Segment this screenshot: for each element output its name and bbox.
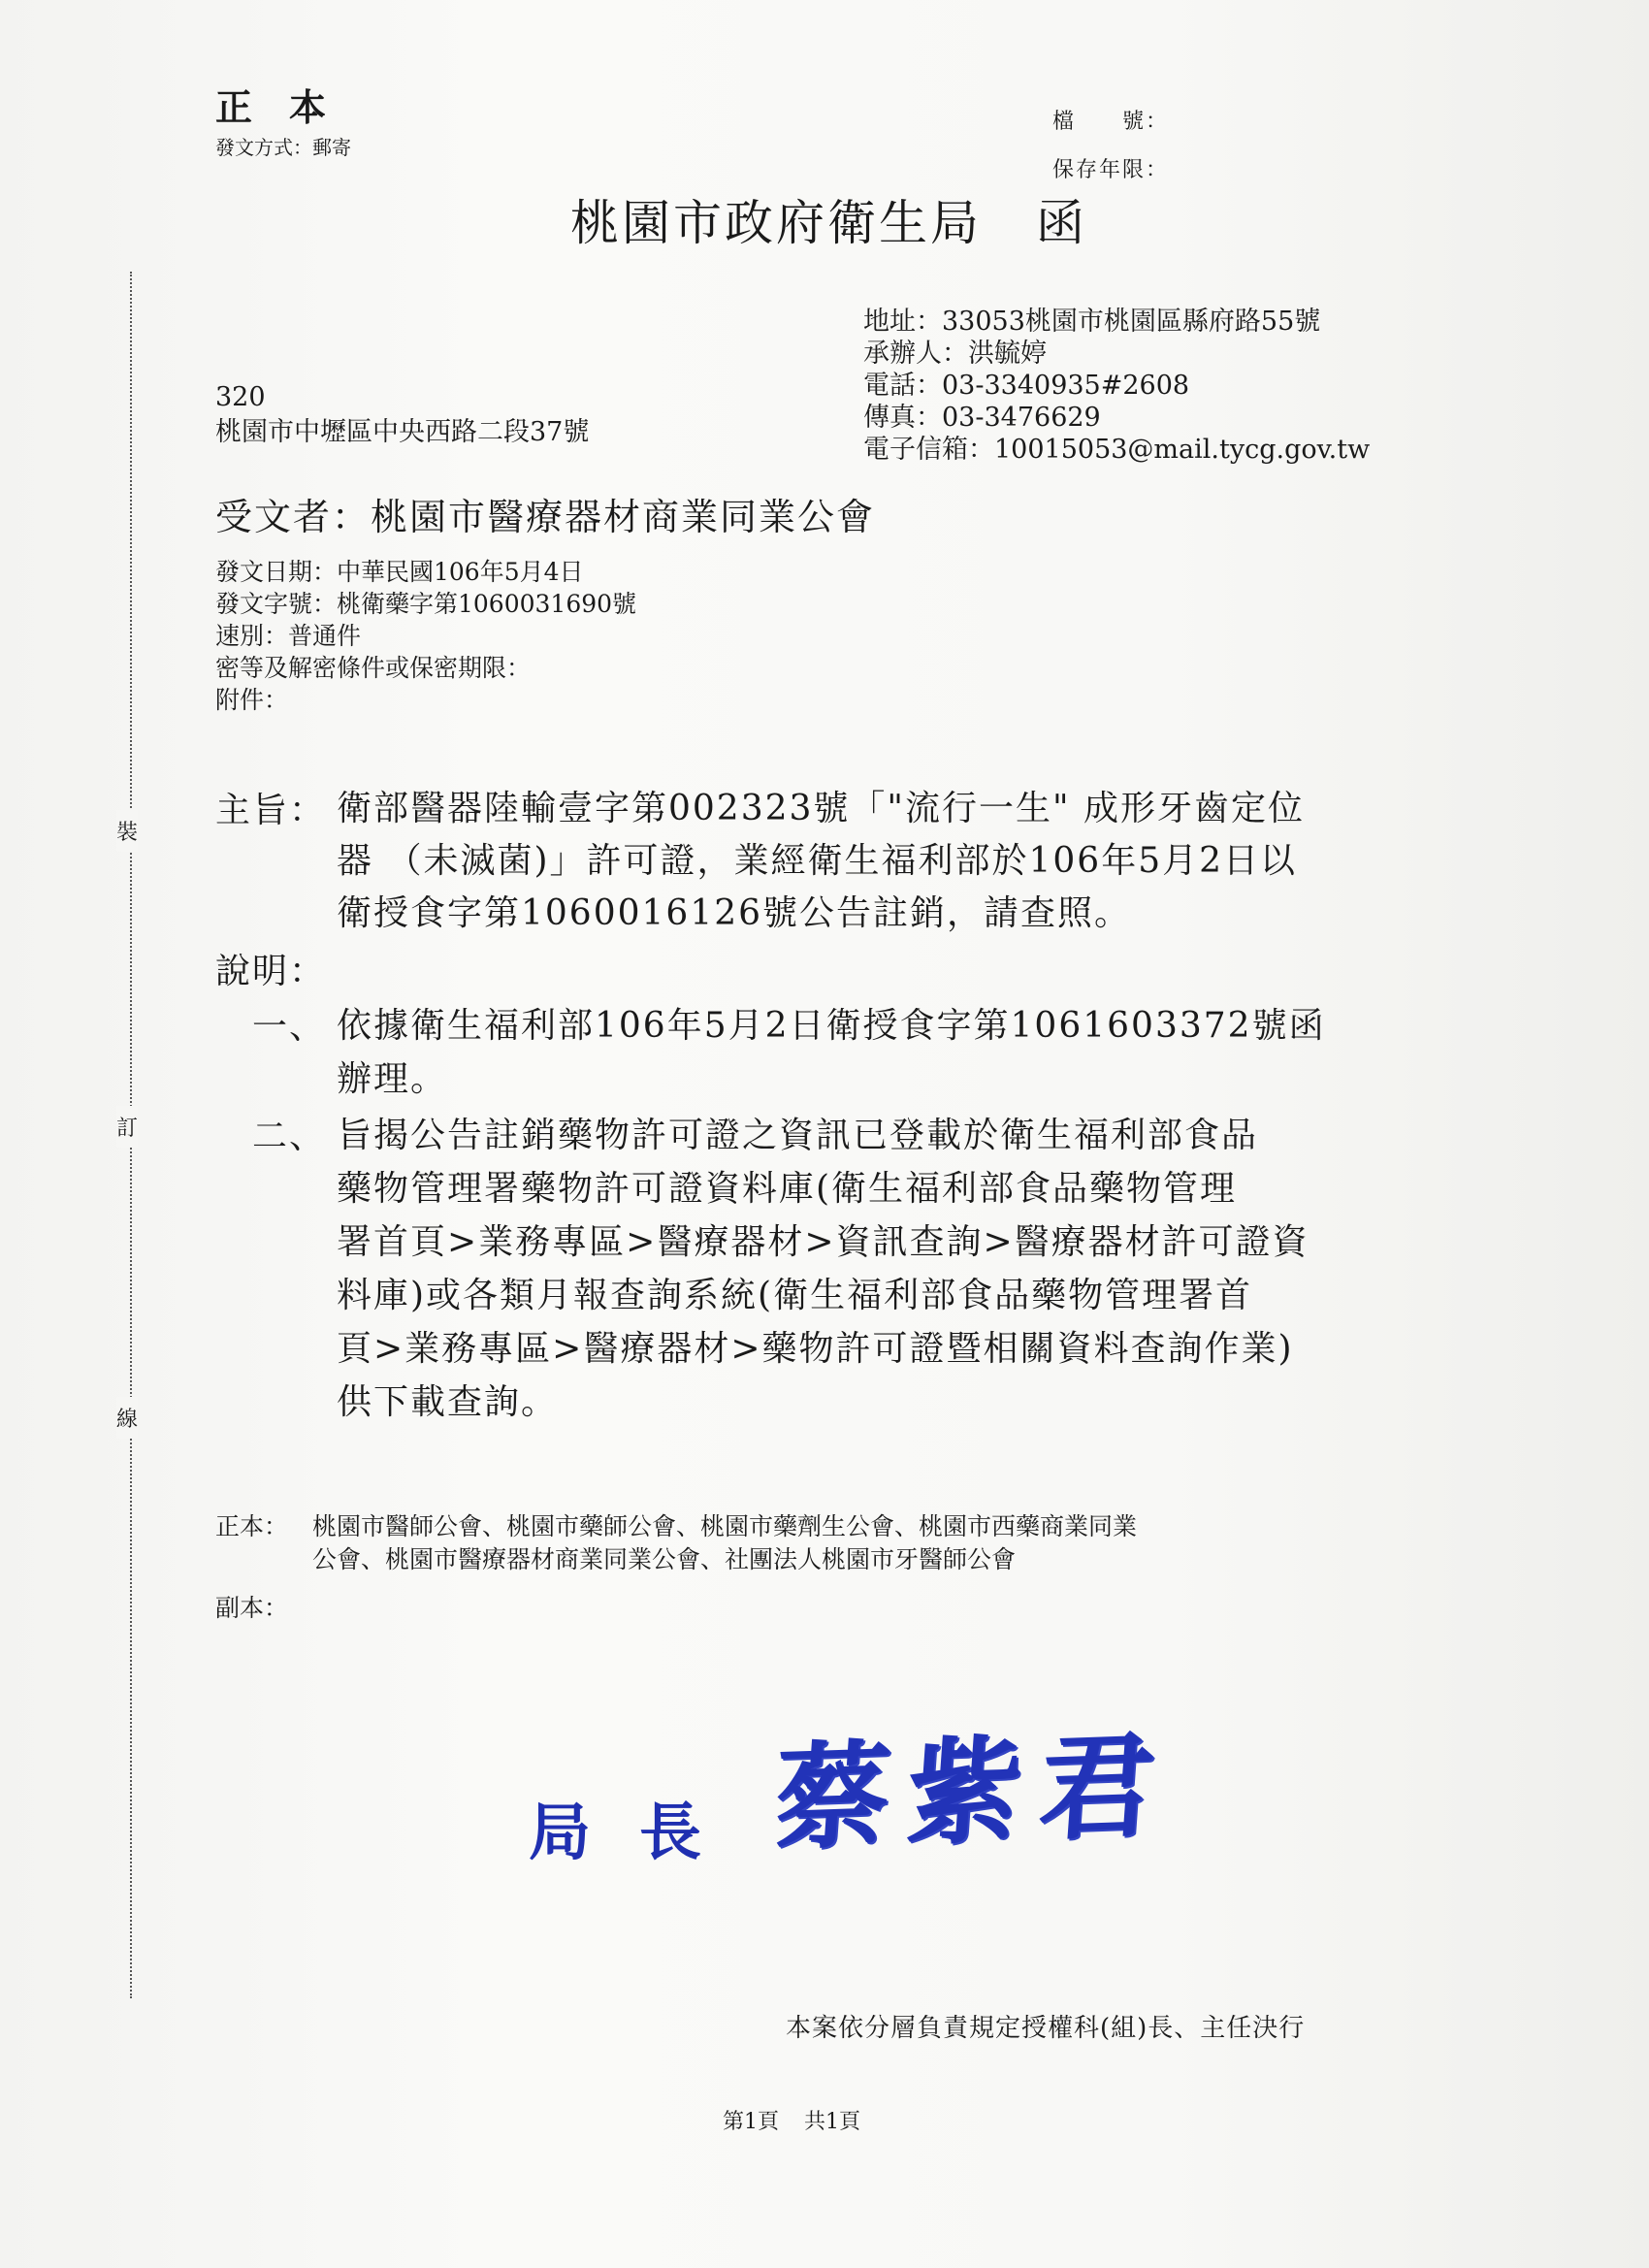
contact-fax: 傳真：03-3476629 [863, 403, 1101, 433]
document-kind: 函 [1036, 195, 1087, 251]
explanation-item-number: 二、 [252, 1117, 327, 1156]
explanation-item-number: 一、 [252, 1007, 327, 1047]
delivery-speed: 速別：普通件 [215, 622, 362, 650]
receiver-address [215, 380, 589, 450]
archive-number: 檔 號： [1052, 110, 1170, 134]
secondary-copy-label: 副本： [215, 1594, 289, 1622]
explanation-line: 依據衛生福利部106年5月2日衛授食字第1061603372號函 [337, 1006, 1326, 1046]
contact-block [863, 306, 1370, 466]
page-current: 第1頁 [723, 2110, 779, 2134]
cc-line: 桃園市醫師公會、桃園市藥師公會、桃園市藥劑生公會、桃園市西藥商業同業 [312, 1512, 1138, 1540]
explanation-line: 供下載查詢。 [337, 1382, 559, 1422]
issue-date: 發文日期：中華民國106年5月4日 [215, 558, 584, 586]
binding-mark-zhuang: 裝 [116, 810, 138, 852]
binding-mark-ding: 訂 [116, 1106, 138, 1148]
attachments: 附件： [215, 686, 289, 714]
explanation-line: 署首頁>業務專區>醫療器材>資訊查詢>醫療器材許可證資 [337, 1222, 1310, 1262]
subject-line: 衛部醫器陸輸壹字第002323號「"流行一生" 成形牙齒定位 [337, 789, 1305, 828]
explanation-line: 料庫)或各類月報查詢系統(衛生福利部食品藥物管理署首 [337, 1276, 1253, 1315]
binding-mark-xian: 線 [116, 1397, 138, 1439]
contact-handler: 承辦人：洪毓婷 [863, 339, 1047, 369]
recipient: 受文者：桃園市醫療器材商業同業公會 [215, 496, 876, 538]
subject-line: 器 （未滅菌)」許可證，業經衛生福利部於106年5月2日以 [337, 841, 1298, 881]
security-level: 密等及解密條件或保密期限： [215, 654, 532, 682]
postal-code: 320 [215, 382, 266, 412]
director-title: 局長 [529, 1797, 750, 1869]
explanation-line: 辦理。 [337, 1059, 448, 1099]
retention-period: 保存年限： [1052, 158, 1170, 182]
copy-type: 正本 [215, 85, 364, 129]
delegation-note: 本案依分層負責規定授權科(組)長、主任決行 [786, 2014, 1306, 2043]
contact-email: 電子信箱：10015053@mail.tycg.gov.tw [863, 435, 1371, 465]
agency-name: 桃園市政府衛生局 [570, 195, 982, 251]
explanation-item-1 [337, 999, 1326, 1106]
subject-line: 衛授食字第1060016126號公告註銷，請查照。 [337, 893, 1132, 933]
page-number [723, 2105, 860, 2135]
explanation-line: 頁>業務專區>醫療器材>藥物許可證暨相關資料查詢作業) [337, 1329, 1294, 1369]
document-meta [215, 556, 636, 716]
document-number: 發文字號：桃衛藥字第1060031690號 [215, 590, 637, 618]
cc-recipients [312, 1510, 1137, 1576]
explanation-item-2 [337, 1109, 1310, 1429]
director-signature-stamp: 蔡紫君 [769, 1716, 1177, 1866]
send-method: 發文方式：郵寄 [215, 136, 351, 159]
subject-text [337, 783, 1305, 940]
document-title [570, 184, 1087, 254]
contact-phone: 電話：03-3340935#2608 [863, 371, 1190, 401]
contact-address: 地址：33053桃園市桃園區縣府路55號 [863, 307, 1321, 337]
explanation-label: 說明： [215, 952, 327, 991]
page-total: 共1頁 [804, 2110, 860, 2134]
cc-line: 公會、桃園市醫療器材商業同業公會、社團法人桃園市牙醫師公會 [312, 1545, 1017, 1573]
cc-label: 正本： [215, 1512, 289, 1540]
explanation-line: 藥物管理署藥物許可證資料庫(衛生福利部食品藥物管理 [337, 1169, 1238, 1209]
subject-label: 主旨： [215, 791, 327, 830]
street-address: 桃園市中壢區中央西路二段37號 [215, 417, 590, 447]
explanation-line: 旨揭公告註銷藥物許可證之資訊已登載於衛生福利部食品 [337, 1116, 1259, 1155]
